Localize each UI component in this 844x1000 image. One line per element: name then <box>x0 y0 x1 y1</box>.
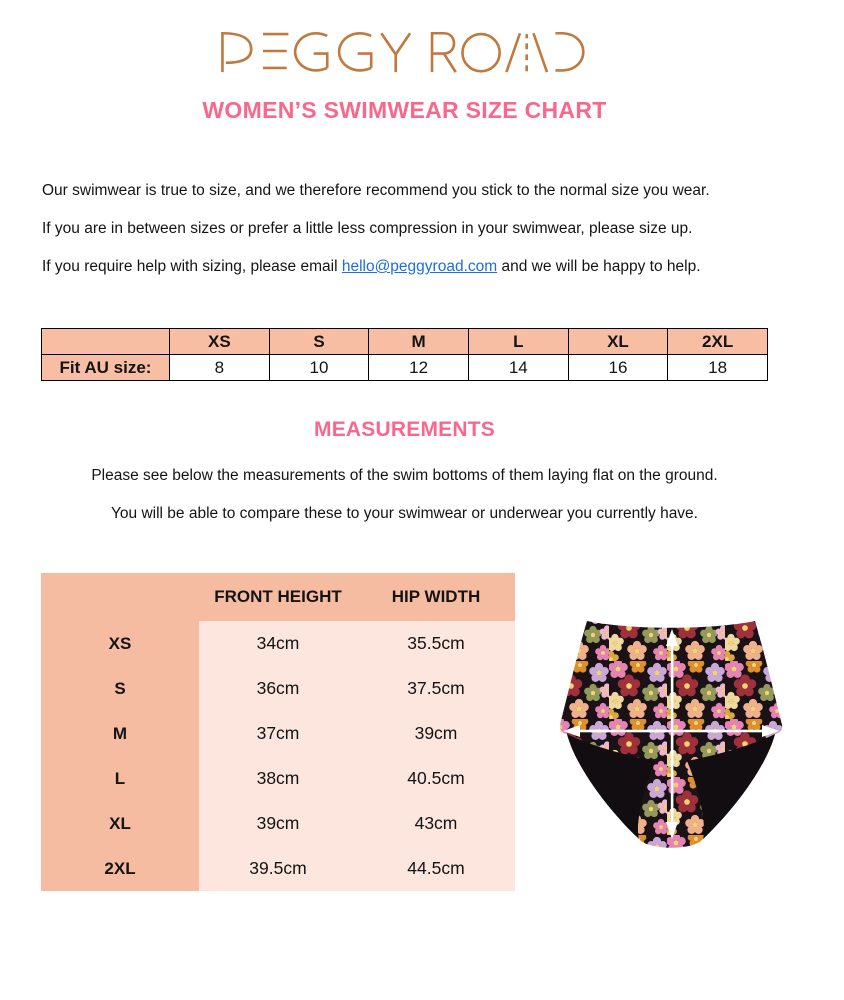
intro-copy <box>41 178 768 279</box>
logo-letter-r <box>432 33 456 72</box>
size-conversion-table <box>41 328 768 381</box>
size-header-cell: S <box>269 329 369 355</box>
email-link[interactable]: hello@peggyroad.com <box>341 258 498 275</box>
front-height-value: 37cm <box>199 711 357 756</box>
au-size-row-label: Fit AU size: <box>42 355 170 381</box>
size-header-row <box>42 329 768 355</box>
logo-road-a-icon <box>506 33 547 72</box>
au-size-cell: 16 <box>568 355 668 381</box>
intro-paragraph-1: Our swimwear is true to size, and we therefore recommend you stick to the normal size you wear. <box>42 182 710 199</box>
logo-letter-e <box>263 34 288 68</box>
page-title: WOMEN’S SWIMWEAR SIZE CHART <box>202 97 607 123</box>
floral-swim-bottoms-photo <box>551 603 791 853</box>
hip-width-column-header: HIP WIDTH <box>357 573 515 621</box>
logo-letter-g2 <box>339 33 371 70</box>
measurements-row <box>41 756 515 801</box>
row-size-label: XS <box>41 621 199 666</box>
logo-letter-d <box>555 33 583 70</box>
au-size-cell: 12 <box>369 355 469 381</box>
measurements-table <box>41 573 515 891</box>
front-height-value: 36cm <box>199 666 357 711</box>
measurements-section <box>41 573 801 891</box>
logo-letter-g1 <box>295 33 327 70</box>
logo-letter-o <box>462 34 499 71</box>
front-height-value: 39cm <box>199 801 357 846</box>
size-header-cell: 2XL <box>668 329 768 355</box>
row-size-label: XL <box>41 801 199 846</box>
row-size-label: M <box>41 711 199 756</box>
hip-width-value: 40.5cm <box>357 756 515 801</box>
measurements-paragraph-1: Please see below the measurements of the swim bottoms of them laying flat on the ground. <box>91 467 718 484</box>
measurements-header-blank-cell <box>41 573 199 621</box>
row-size-label: L <box>41 756 199 801</box>
hip-width-value: 44.5cm <box>357 846 515 891</box>
measurements-row <box>41 621 515 666</box>
measurements-row <box>41 711 515 756</box>
measurements-row <box>41 846 515 891</box>
size-header-cell: XS <box>170 329 270 355</box>
front-height-value: 39.5cm <box>199 846 357 891</box>
logo-letter-y <box>381 33 410 72</box>
logo-letter-p <box>222 33 251 72</box>
au-size-row <box>42 355 768 381</box>
measurements-paragraph-2: You will be able to compare these to your swimwear or underwear you currently have. <box>110 505 698 522</box>
intro-paragraph-2: If you are in between sizes or prefer a little less compression in your swimwear, please size up. <box>42 220 693 237</box>
size-header-cell: L <box>468 329 568 355</box>
peggy-road-logo <box>214 23 596 79</box>
au-size-cell: 14 <box>468 355 568 381</box>
hip-width-value: 35.5cm <box>357 621 515 666</box>
au-size-cell: 18 <box>668 355 768 381</box>
hip-width-value: 37.5cm <box>357 666 515 711</box>
intro-paragraph-3-start: If you require help with sizing, please email <box>42 258 342 275</box>
hip-width-value: 39cm <box>357 711 515 756</box>
size-header-blank-cell <box>42 329 170 355</box>
intro-paragraph-3-end: and we will be happy to help. <box>497 258 701 275</box>
measurements-row <box>41 666 515 711</box>
brand-header <box>41 0 768 84</box>
front-height-column-header: FRONT HEIGHT <box>199 573 357 621</box>
row-size-label: S <box>41 666 199 711</box>
au-size-cell: 10 <box>269 355 369 381</box>
size-header-cell: XL <box>568 329 668 355</box>
measurements-header-row <box>41 573 515 621</box>
intro-paragraph-3 <box>42 254 768 279</box>
size-header-cell: M <box>369 329 469 355</box>
measurements-heading: MEASUREMENTS <box>314 418 495 441</box>
front-height-value: 38cm <box>199 756 357 801</box>
front-height-value: 34cm <box>199 621 357 666</box>
au-size-cell: 8 <box>170 355 270 381</box>
swim-bottoms-image <box>551 603 791 858</box>
row-size-label: 2XL <box>41 846 199 891</box>
measurements-row <box>41 801 515 846</box>
hip-width-value: 43cm <box>357 801 515 846</box>
